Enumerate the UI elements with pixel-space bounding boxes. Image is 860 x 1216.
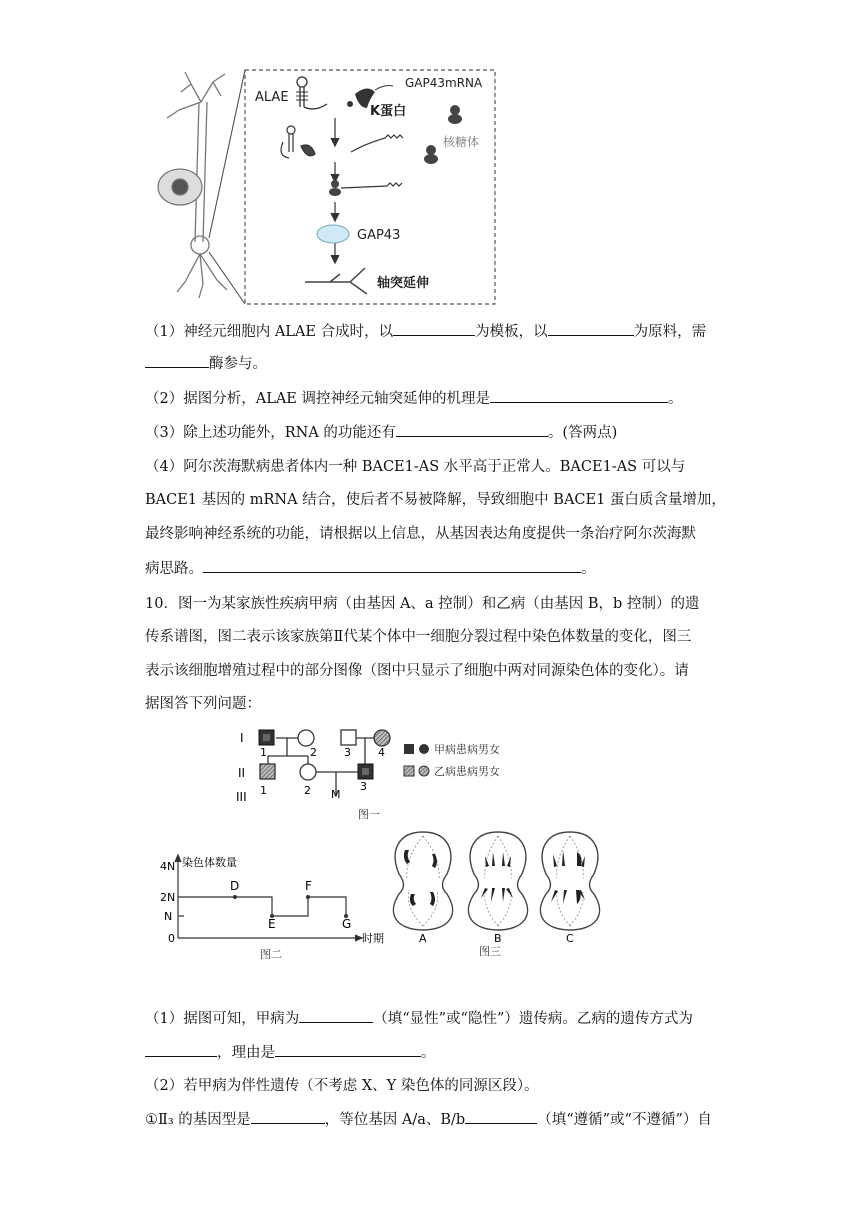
caption-fig3: 图三 [479,945,501,958]
q9-p1-text-b: 为模板，以 [475,324,548,340]
q10-part2-line2 [145,1109,712,1130]
k-protein-label: K蛋白 [370,104,407,119]
alae-molecule [296,77,327,109]
q9-part1-line1 [145,321,706,342]
id-II1: 1 [260,784,267,797]
q9-p2-text-b: 。 [668,391,683,407]
answer-blank[interactable] [393,321,475,336]
cell-label-A: A [419,932,427,945]
q10-q1-text-b: （填“显性”或“隐性”）遗传病。乙病的遗传方式为 [373,1011,693,1027]
point-e: E [268,917,276,931]
cell-C [540,832,599,930]
id-II2: 2 [304,784,311,797]
neuron-figure [155,62,505,312]
pedigree-I3-male [341,730,356,745]
q10-q1-text-c: ，理由是 [217,1045,275,1061]
legend-jia: 甲病患病男女 [434,743,500,756]
point-f: F [305,879,312,893]
q10-q1-text-a: （1）据图可知，甲病为 [145,1011,300,1027]
ytick-4n: 4N [160,860,176,873]
id-I2: 2 [310,746,317,759]
q9-part4-line4 [145,558,596,579]
q9-p1-text-a: （1）神经元细胞内 ALAE 合成时，以 [145,324,394,340]
caption-fig2: 图二 [260,948,282,961]
cell-label-B: B [494,932,502,945]
answer-blank[interactable] [465,1109,537,1124]
gen-label-II: II [238,766,246,780]
cell-B [468,832,527,930]
answer-blank[interactable] [275,1042,421,1057]
q10-q2-text-b: ，等位基因 A/a、B/b [324,1112,466,1128]
chromosome-count-line [178,897,346,916]
q9-part1-line2 [145,353,267,374]
answer-blank[interactable] [299,1008,373,1023]
q10-q2-text-c: （填“遵循”或“不遵循”）自 [537,1112,712,1128]
q10-part1-line2 [145,1042,436,1063]
axon-icon [305,268,367,294]
q9-part4-line2: BACE1 基因的 mRNA 结合，使后者不易被降解，导致细胞中 BACE1 蛋白质含量增加， [145,492,726,508]
gen-label-I: I [240,731,244,745]
cell-division-figure [385,828,610,958]
ytick-0: 0 [168,932,175,945]
pedigree-II2-female [300,764,316,780]
point-d: D [230,879,240,893]
answer-blank[interactable] [396,422,548,437]
id-II3: 3 [360,780,367,793]
point-g: G [342,917,352,931]
cell-A [393,832,452,930]
chromosome-graph [160,852,385,964]
q9-p4-text-b: 。 [581,561,596,577]
q10-q1-text-d: 。 [421,1045,436,1061]
q9-p3-text-a: （3）除上述功能外，RNA 的功能还有 [145,425,396,441]
ribosome-label: 核糖体 [443,135,480,149]
q10-intro-line3: 表示该细胞增殖过程中的部分图像（图中只显示了细胞中两对同源染色体的变化）。请 [145,663,689,679]
gap43-label: GAP43 [357,228,401,243]
q10-part2-line1: （2）若甲病为伴性遗传（不考虑 X、Y 染色体的同源区段）。 [145,1078,539,1094]
gen-label-III: III [236,790,247,804]
axon-label: 轴突延伸 [377,276,430,291]
id-I1: 1 [260,746,267,759]
gap43-protein [317,225,349,243]
q9-p4-text-a: 病思路。 [145,561,203,577]
caption-fig1: 图一 [358,808,380,821]
alae-label: ALAE [255,90,289,105]
id-I3: 3 [344,746,351,759]
q10-intro-line1: 10．图一为某家族性疾病甲病（由基因 A、a 控制）和乙病（由基因 B，b 控制）的遗 [145,596,700,612]
id-M: M [331,788,341,801]
q9-p1-text-c: 为原料，需 [633,324,707,340]
q9-p3-text-b: 。(答两点) [547,425,618,441]
q10-intro-line2: 传系谱图，图二表示该家族第Ⅱ代某个体中一细胞分裂过程中染色体数量的变化，图三 [145,629,692,645]
q9-part4-line1: （4）阿尔茨海默病患者体内一种 BACE1-AS 水平高于正常人。BACE1-AS 可以与 [145,459,686,475]
q9-part3 [145,422,617,443]
q9-part2 [145,388,683,409]
q9-part4-line3: 最终影响神经系统的功能，请根据以上信息，从基因表达角度提供一条治疗阿尔茨海默 [145,526,696,542]
q9-p2-text-a: （2）据图分析，ALAE 调控神经元轴突延伸的机理是 [145,391,490,407]
ytick-2n: 2N [160,891,176,904]
legend-yi: 乙病患病男女 [434,765,500,778]
pedigree-II1-male [260,764,275,779]
pedigree-I2-female [298,730,314,746]
ytick-n: N [164,910,173,923]
answer-blank[interactable] [251,1109,325,1124]
y-label: 染色体数量 [182,856,237,869]
x-label: 时期 [362,932,384,945]
gap43mrna-label: GAP43mRNA [405,76,483,90]
neuron-drawing [158,72,227,298]
answer-blank[interactable] [145,353,209,368]
answer-blank[interactable] [548,321,634,336]
answer-blank[interactable] [490,388,668,403]
id-I4: 4 [378,746,385,759]
q10-intro-line4: 据图答下列问题： [145,696,261,712]
q9-p1-text-d: 酶参与。 [209,356,267,372]
cell-label-C: C [566,932,574,945]
answer-blank[interactable] [145,1042,217,1057]
pedigree-figure [228,722,528,824]
answer-blank[interactable] [203,558,581,573]
q10-q2-text-a: ①Ⅱ₃ 的基因型是 [145,1112,251,1128]
pedigree-I4-female [374,730,390,746]
q10-part1-line1 [145,1008,693,1029]
